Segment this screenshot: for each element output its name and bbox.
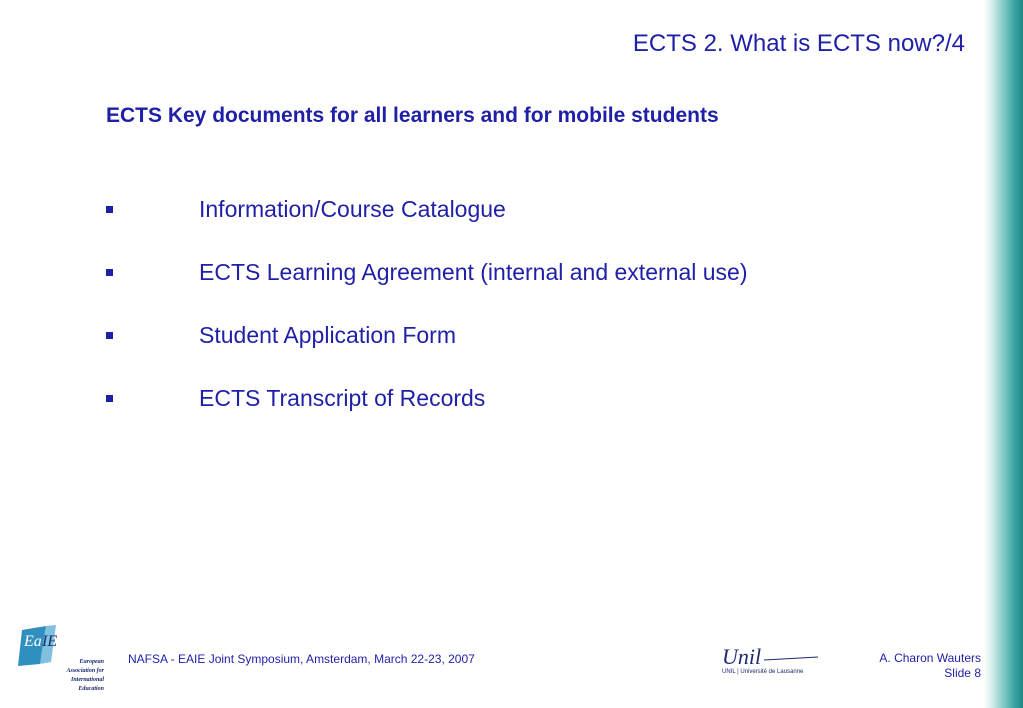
eaie-mark: Ea: [24, 633, 42, 650]
slide-subtitle: ECTS Key documents for all learners and for mobile students: [106, 104, 719, 127]
unil-underline: [764, 657, 818, 660]
square-bullet-icon: [106, 206, 113, 213]
slide-title: ECTS 2. What is ECTS now?/4: [632, 30, 965, 57]
bullet-text: ECTS Learning Agreement (internal and external use): [199, 259, 748, 285]
footer-author: A. Charon Wauters: [879, 651, 981, 665]
square-bullet-icon: [106, 395, 113, 402]
eaie-mark-ie: IE: [42, 633, 58, 650]
footer-right: [879, 651, 981, 681]
square-bullet-icon: [106, 332, 113, 339]
eaie-name: European Association for International Education: [66, 659, 104, 692]
right-accent-bar: [984, 0, 1023, 708]
bullet-text: Information/Course Catalogue: [199, 196, 506, 222]
footer-event: NAFSA - EAIE Joint Symposium, Amsterdam, March 22-23, 2007: [128, 652, 475, 666]
unil-mark: Unil: [722, 644, 762, 669]
square-bullet-icon: [106, 269, 113, 276]
bullet-text: ECTS Transcript of Records: [199, 385, 486, 411]
unil-caption: UNIL | Université de Lausanne: [722, 669, 804, 675]
footer-slide-number: Slide 8: [944, 666, 981, 680]
unil-logo: [720, 640, 820, 682]
bullet-text: Student Application Form: [199, 322, 456, 348]
